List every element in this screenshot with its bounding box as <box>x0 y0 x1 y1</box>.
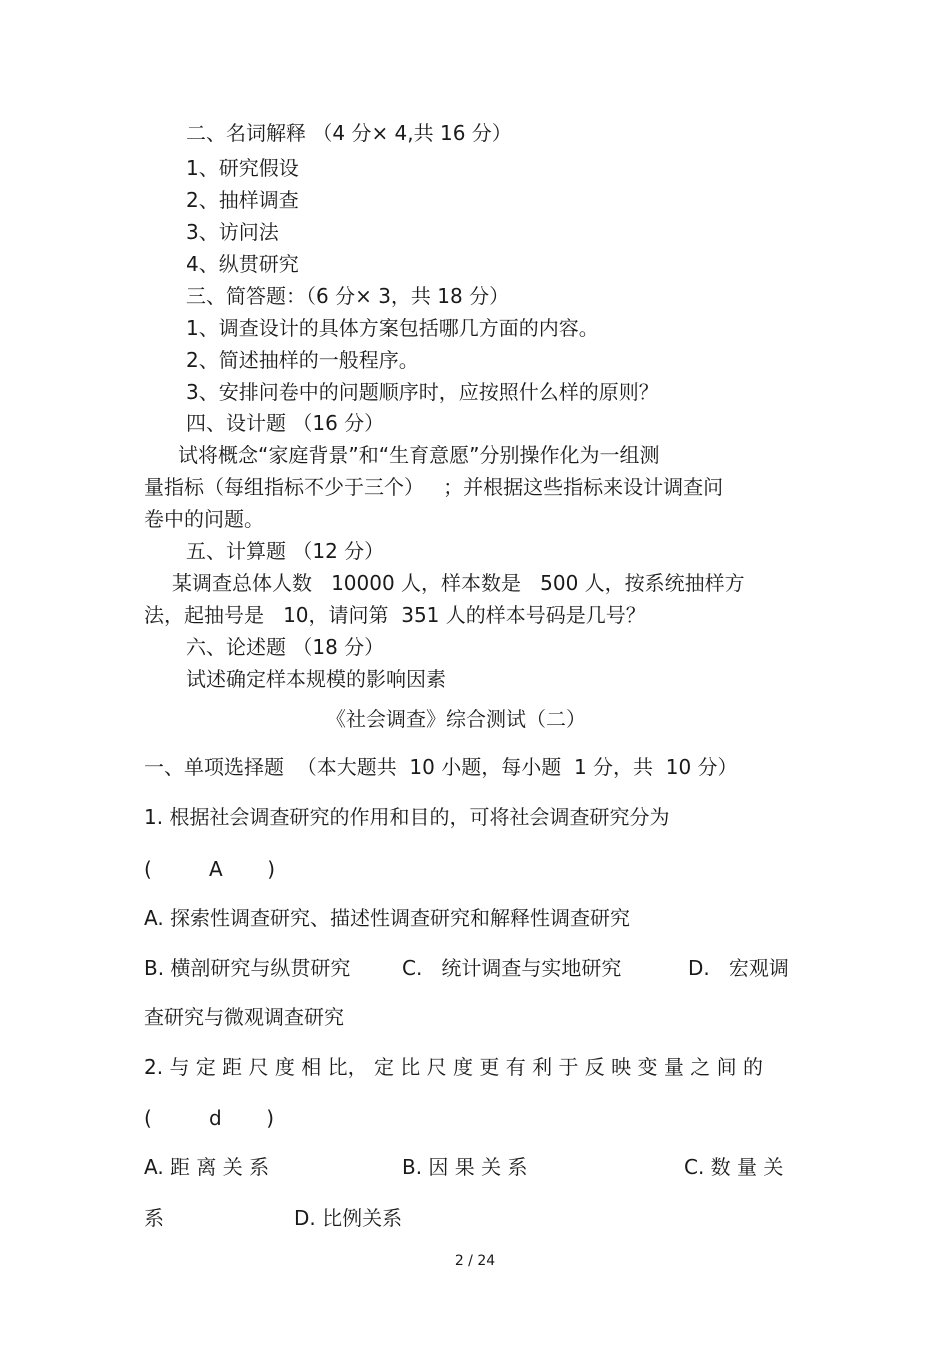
q1-option-c: C. 统计调查与实地研究 <box>402 956 622 980</box>
q1-option-a: A. 探索性调查研究、描述性调查研究和解释性调查研究 <box>144 906 631 930</box>
page-number: 2 / 24 <box>454 1253 496 1269</box>
q2-option-c: C. 数 量 关 <box>684 1155 784 1179</box>
q2-option-a: A. 距 离 关 系 <box>144 1155 270 1179</box>
section4-heading: 四、设计题 （16 分） <box>186 411 385 435</box>
section5-heading: 五、计算题 （12 分） <box>186 539 385 563</box>
section3-item: 2、简述抽样的一般程序。 <box>186 348 419 372</box>
section2-heading: 二、名词解释 （4 分× 4,共 16 分） <box>186 121 512 145</box>
section5-text: 法，起抽号是 10，请问第 351 人的样本号码是几号？ <box>144 603 646 627</box>
q2-option-d: D. 比例关系 <box>294 1206 403 1230</box>
q2-stem: 2. 与 定 距 尺 度 相 比， 定 比 尺 度 更 有 利 于 反 映 变 量 之 间 的 <box>144 1055 763 1079</box>
q2-option-c-cont: 系 <box>144 1206 164 1230</box>
section2-item: 1、研究假设 <box>186 156 299 180</box>
section3-heading: 三、简答题：（6 分× 3，共 18 分） <box>186 284 510 308</box>
section4-text: 试将概念“家庭背景”和“生育意愿”分别操作化为一组测 <box>178 443 660 467</box>
q1-stem: 1. 根据社会调查研究的作用和目的，可将社会调查研究分为 <box>144 805 670 829</box>
q1-option-b: B. 横剖研究与纵贯研究 <box>144 956 351 980</box>
q1-answer: ( A ) <box>144 857 276 881</box>
section4-text: 卷中的问题。 <box>144 507 264 531</box>
test-title: 《社会调查》综合测试（二） <box>326 707 586 731</box>
section2-item: 2、抽样调查 <box>186 188 299 212</box>
section5-text: 某调查总体人数 10000 人，样本数是 500 人，按系统抽样方 <box>172 571 745 595</box>
section6-text: 试述确定样本规模的影响因素 <box>186 667 446 691</box>
section2-item: 4、纵贯研究 <box>186 252 299 276</box>
section6-heading: 六、论述题 （18 分） <box>186 635 385 659</box>
q2-option-b: B. 因 果 关 系 <box>402 1155 528 1179</box>
part1-heading: 一、单项选择题 （本大题共 10 小题，每小题 1 分，共 10 分） <box>144 755 738 779</box>
q1-option-d-cont: 查研究与微观调查研究 <box>144 1005 344 1029</box>
section3-item: 3、安排问卷中的问题顺序时，应按照什么样的原则？ <box>186 380 659 404</box>
q2-answer: ( d ) <box>144 1106 275 1130</box>
section2-item: 3、访问法 <box>186 220 279 244</box>
section4-text: 量指标（每组指标不少于三个） ；并根据这些指标来设计调查问 <box>144 475 724 499</box>
q1-option-d: D. 宏观调 <box>688 956 789 980</box>
section3-item: 1、调查设计的具体方案包括哪几方面的内容。 <box>186 316 599 340</box>
